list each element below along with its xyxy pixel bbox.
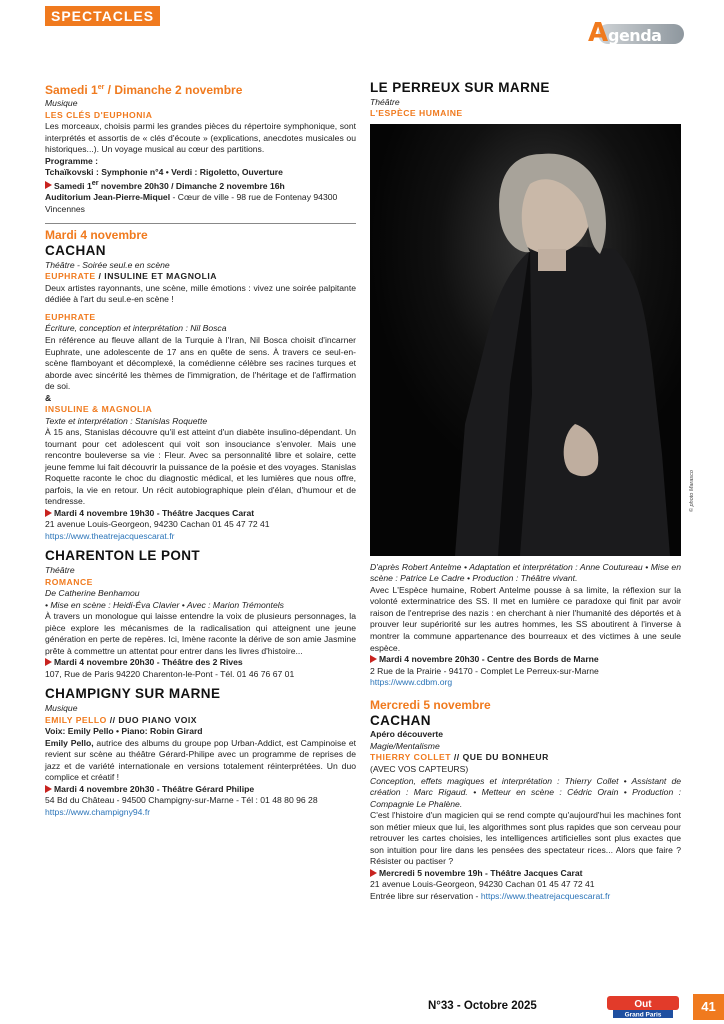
right-column [370, 80, 681, 902]
event-link[interactable]: https://www.theatrejacquescarat.fr [480, 890, 611, 901]
sub-credit: Écriture, conception et interprétation : Nil Bosca [45, 323, 227, 334]
svg-text:Grand Paris: Grand Paris [624, 1011, 662, 1018]
arrow-icon [45, 509, 52, 517]
left-column [45, 80, 356, 818]
event-genre: Musique [45, 703, 78, 714]
issue-footer: N°33 - Octobre 2025 [428, 1000, 537, 1012]
event-genre: Théâtre [45, 565, 75, 576]
event-credits: D'après Robert Antelme • Adaptation et interprétation : Anne Coutureau • Mise en scène : Patrice Le Cadre • Production : Théâtre vivant. [370, 561, 681, 584]
event-description: Les morceaux, choisis parmi les grandes pièces du répertoire symphonique, sont interprétés et assortis de « clés d'écoute » (explications, anecdotes musicales ou historiques...). Un voyage musical au cœur des partitions. [45, 121, 356, 155]
event-city: CACHAN [45, 243, 106, 259]
event-thierry-collet [370, 698, 681, 903]
event-euphrate [45, 228, 356, 542]
event-genre: Musique [45, 98, 78, 108]
sub-title: INSULINE & MAGNOLIA [45, 404, 153, 415]
event-schedule: Mardi 4 novembre 20h30 - Théâtre des 2 Rives [45, 657, 356, 669]
event-city: CACHAN [370, 712, 431, 728]
divider [45, 223, 356, 224]
event-description: À travers un monologue qui laisse entendre la voix de plusieurs personnages, la pièce explore les mécanismes de la radicalisation qui atteignent une jeune génération en perte de repères. Ici, Imène raconte la dérive de son amie Jasmine prête à commettre un attentat pour entrer dans les livres d'histoire... [45, 611, 356, 656]
event-schedule: Mardi 4 novembre 20h30 - Centre des Bords de Marne [370, 654, 681, 666]
event-date: Mercredi 5 novembre [370, 697, 491, 712]
event-address: 2 Rue de la Prairie - 94170 - Complet Le Perreux-sur-Marne [370, 665, 599, 676]
event-euphonia [45, 83, 356, 215]
event-title: EUPHRATE / INSULINE ET MAGNOLIA [45, 271, 217, 282]
arrow-icon [370, 869, 377, 877]
event-title: EMILY PELLO // DUO PIANO VOIX [45, 714, 198, 725]
arrow-icon [45, 181, 52, 189]
event-date: Samedi 1er / Dimanche 2 novembre [45, 83, 243, 97]
event-title: THIERRY COLLET // QUE DU BONHEUR [370, 752, 549, 763]
sub-credit: Texte et interprétation : Stanislas Roquette [45, 415, 208, 426]
event-city: LE PERREUX SUR MARNE [370, 80, 550, 95]
event-author: De Catherine Benhamou [45, 588, 140, 599]
event-address: 21 avenue Louis-Georgeon, 94230 Cachan 01 45 47 72 41 [45, 519, 270, 530]
event-romance [45, 548, 356, 680]
event-schedule: Samedi 1er novembre 20h30 / Dimanche 2 novembre 16h [45, 179, 356, 192]
sub-description: À 15 ans, Stanislas découvre qu'il est atteint d'un diabète insulino-dépendant. Un tournant pour cet adolescent qui voit son insouciance s'envoler. Mais une rencontre bouleverse sa vie : Fleur. Avec sa personnalité libre et solaire, cette jeune femme lui fait découvrir la puissance de la poésie et des voyages. Stanislas Roquette raconte le choc du diagnostic médical, et les lumières que nous offre, parfois, la vie en retour. Un récit autobiographique plein d'élan, d'humour et de tendresse. [45, 427, 356, 507]
page-number: 41 [693, 994, 724, 1020]
event-title-suffix: (AVEC VOS CAPTEURS) [370, 764, 469, 774]
event-intro: Deux artistes rayonnants, une scène, mille émotions : vivez une soirée palpitante dédiée à l'art du seul.e-en scène ! [45, 282, 356, 305]
event-reservation: Entrée libre sur réservation - https://www.theatrejacquescarat.fr [370, 890, 611, 901]
event-title: ROMANCE [45, 576, 93, 587]
agenda-logo: A genda [588, 20, 684, 46]
event-description: Avec L'Espèce humaine, Robert Antelme pousse à sa limite, la réflexion sur la volonté exterminatrice des SS. Il met en lumière ce paradoxe qui finit par avoir raison de l'entreprise des nazis : en cherchant à nier l'humanité des déportés et à prouver leur supériorité sur les autres hommes, les SS aboutirent à l'inverse à montrer la commune appartenance des bourreaux et des victimes à une seule espèce. [370, 584, 681, 653]
event-credits: Conception, effets magiques et interprétation : Thierry Collet • Assistant de création : Marc Rigaud. • Metteur en scène : Cédric Orain • Production : Compagnie Le Phalène. [370, 775, 681, 809]
svg-text:Out: Out [634, 999, 652, 1010]
event-emily-pello [45, 686, 356, 818]
event-city: CHARENTON LE PONT [45, 548, 201, 564]
actress-photo [370, 124, 681, 556]
event-address: 107, Rue de Paris 94220 Charenton-le-Pont - Tél. 01 46 76 67 01 [45, 668, 295, 679]
event-schedule: Mercredi 5 novembre 19h - Théâtre Jacques Carat [370, 868, 681, 880]
event-link[interactable]: https://www.theatrejacquescarat.fr [45, 530, 175, 541]
event-link[interactable]: https://www.champigny94.fr [45, 806, 151, 817]
event-subtitle: Apéro découverte [370, 729, 444, 740]
sub-description: En référence au fleuve allant de la Turquie à l'Iran, Nil Bosca choisit d'incarner Euphrate, une adolescente de 17 ans en quête de sens. À travers ce seul-en-scène flamboyant et décomplexé, la comédienne célèbre ses racines turques et aborde avec sincérité les thèmes de l'immigration, de l'héritage et de l'affirmation de soi. [45, 334, 356, 392]
section-header: SPECTACLES [45, 6, 160, 26]
event-venue: Auditorium Jean-Pierre-Miquel - Cœur de ville - 98 rue de Fontenay 94300 Vincennes [45, 191, 338, 214]
performer-image [370, 124, 681, 556]
arrow-icon [45, 658, 52, 666]
event-schedule: Mardi 4 novembre 19h30 - Théâtre Jacques Carat [45, 508, 356, 520]
event-description: C'est l'histoire d'un magicien qui se rend compte qu'aujourd'hui les machines font son métier mieux que lui, les algorithmes sont plus rapides que son cerveau pour retrouver les cartes choisies, les intelligences artificielles sont plus exactes que son intuition pour lire dans les pensées des spectateur rices... Alors que faire ? Résister ou pactiser ? [370, 810, 681, 867]
event-cast: Voix: Emily Pello • Piano: Robin Girard [45, 726, 203, 737]
magazine-logo [607, 996, 679, 1018]
event-genre: Théâtre [370, 96, 400, 107]
event-city: CHAMPIGNY SUR MARNE [45, 686, 221, 702]
sub-title: EUPHRATE [45, 311, 96, 322]
event-title: LES CLÉS D'EUPHONIA [45, 109, 153, 120]
event-date: Mardi 4 novembre [45, 228, 148, 243]
event-address: 21 avenue Louis-Georgeon, 94230 Cachan 01 45 47 72 41 [370, 879, 595, 890]
program-text: Tchaïkovski : Symphonie n°4 • Verdi : Rigoletto, Ouverture [45, 167, 283, 178]
arrow-icon [45, 785, 52, 793]
arrow-icon [370, 655, 377, 663]
event-genre: Théâtre - Soirée seul.e en scène [45, 259, 170, 270]
photo-credit: © photo Marasco [689, 470, 695, 512]
event-address: 54 Bd du Château - 94500 Champigny-sur-Marne - Tél : 01 48 80 96 28 [45, 795, 318, 806]
event-title: L'ESPÈCE HUMAINE [370, 108, 463, 119]
ampersand: & [45, 392, 52, 403]
program-label: Programme : [45, 155, 99, 166]
event-description: Emily Pello, autrice des albums du groupe pop Urban-Addict, est Campinoise et revient sur scène au théâtre Gérard-Philipe avec un programme de reprises de jazz et de variété internationale en versions totalement réinterprétées. Un duo complice et créatif ! [45, 737, 356, 783]
event-espece-humaine [370, 80, 681, 689]
event-link[interactable]: https://www.cdbm.org [370, 677, 453, 688]
event-schedule: Mardi 4 novembre 20h30 - Théâtre Gérard Philipe [45, 784, 356, 796]
event-credits: • Mise en scène : Heidi-Éva Clavier • Avec : Marion Trémontels [45, 599, 284, 610]
event-genre: Magie/Mentalisme [370, 740, 440, 751]
